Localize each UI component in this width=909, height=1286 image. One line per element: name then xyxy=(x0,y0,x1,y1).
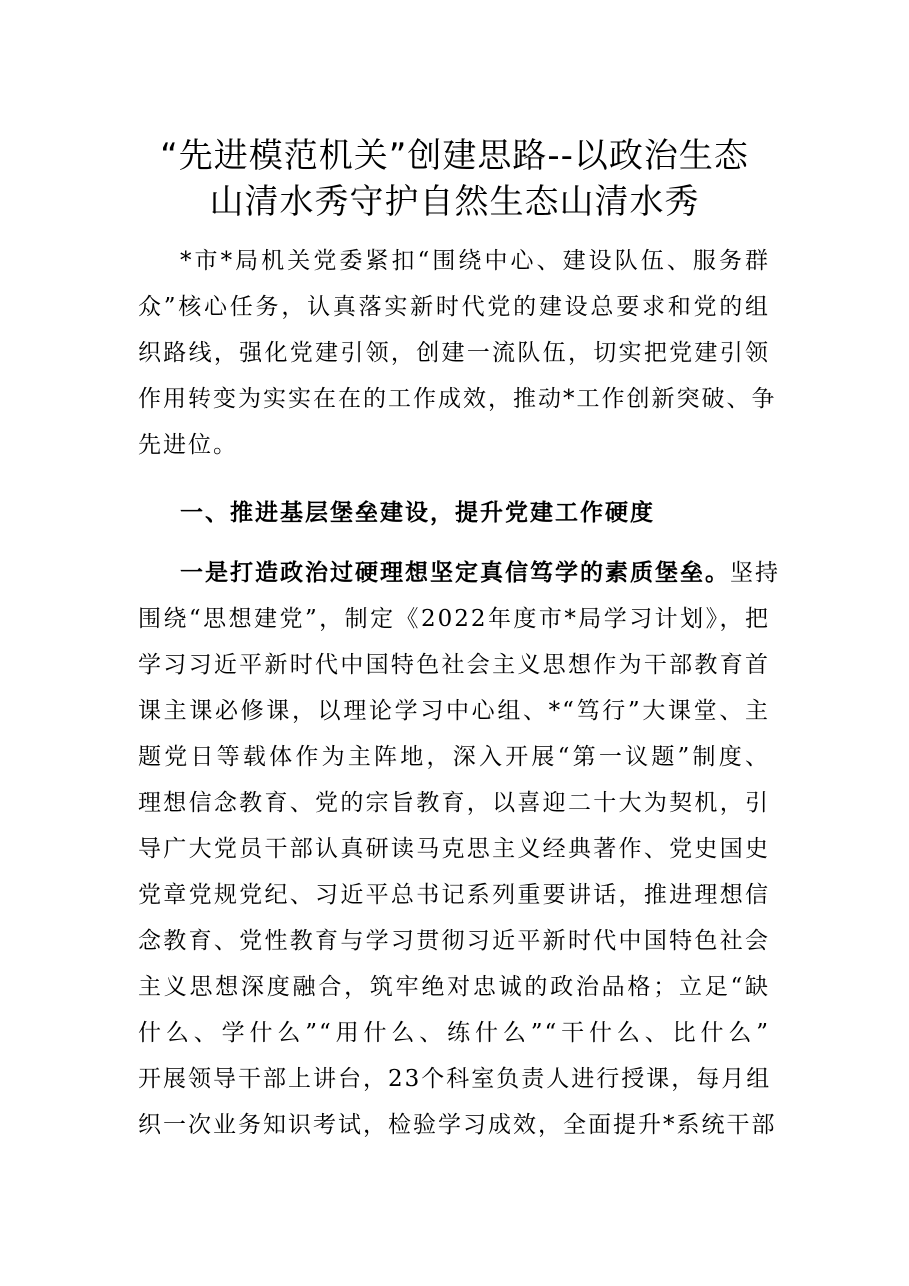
paragraph-line: 党章党规党纪、习近平总书记系列重要讲话，推进理想信 xyxy=(138,882,770,908)
section-heading: 一、推进基层堡垒建设，提升党建工作硬度 xyxy=(180,500,655,526)
paragraph-line: 开展领导干部上讲台，23个科室负责人进行授课，每月组 xyxy=(138,1066,772,1092)
paragraph-lead-phrase: 一是打造政治过硬理想坚定真信笃学的素质堡垒。 xyxy=(180,560,730,586)
paragraph-line: 什么、学什么”“用什么、练什么”“干什么、比什么” xyxy=(138,1020,770,1046)
document-title-line-1: “先进模范机关”创建思路--以政治生态 xyxy=(160,136,749,176)
paragraph-line: 课主课必修课，以理论学习中心组、*“笃行”大课堂、主 xyxy=(138,698,770,724)
paragraph-first-line-rest: 坚持 xyxy=(730,560,780,586)
paragraph-line: 念教育、党性教育与学习贯彻习近平新时代中国特色社会 xyxy=(138,928,770,954)
intro-line: *市*局机关党委紧扣“围绕中心、建设队伍、服务群 xyxy=(180,248,770,274)
paragraph-line: 主义思想深度融合，筑牢绝对忠诚的政治品格；立足“缺 xyxy=(138,974,770,1000)
paragraph-line: 围绕“思想建党”，制定《2022年度市*局学习计划》，把 xyxy=(138,606,770,632)
intro-line: 织路线，强化党建引领，创建一流队伍，切实把党建引领 xyxy=(138,340,770,366)
paragraph-line: 织一次业务知识考试，检验学习成效，全面提升*系统干部 xyxy=(138,1112,777,1138)
paragraph-line: 理想信念教育、党的宗旨教育，以喜迎二十大为契机，引 xyxy=(138,790,770,816)
intro-line: 先进位。 xyxy=(138,432,238,458)
document-title-line-2: 山清水秀守护自然生态山清水秀 xyxy=(209,182,700,222)
paragraph-first-line xyxy=(180,557,780,589)
paragraph-line: 题党日等载体作为主阵地，深入开展“第一议题”制度、 xyxy=(138,744,770,770)
intro-line: 众”核心任务，认真落实新时代党的建设总要求和党的组 xyxy=(138,294,770,320)
paragraph-line: 学习习近平新时代中国特色社会主义思想作为干部教育首 xyxy=(138,652,770,678)
paragraph-line: 导广大党员干部认真研读马克思主义经典著作、党史国史 xyxy=(138,836,770,862)
intro-line: 作用转变为实实在在的工作成效，推动*工作创新突破、争 xyxy=(138,386,777,412)
